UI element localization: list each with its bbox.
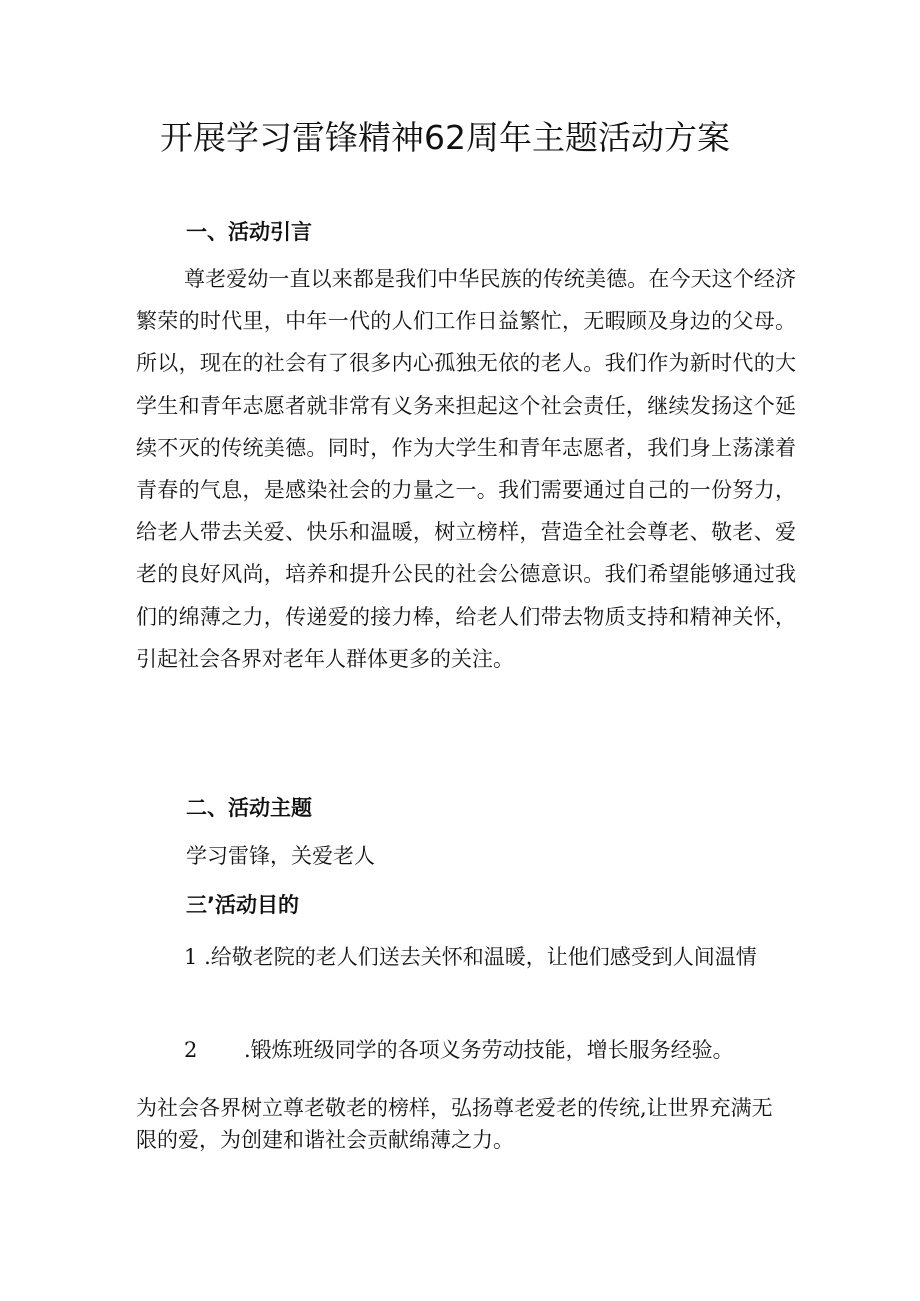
theme-text: 学习雷锋，关爱老人 xyxy=(186,844,375,868)
section-heading-intro: 一、活动引言 xyxy=(186,220,312,244)
section-heading-theme: 二、活动主题 xyxy=(186,796,312,820)
goal-item-1-text: .给敬老院的老人们送去关怀和温暖，让他们感受到人间温情 xyxy=(204,945,757,969)
document-title: 开展学习雷锋精神62周年主题活动方案 xyxy=(160,118,730,157)
goal-item-2-text: .锻炼班级同学的各项义务劳动技能，增长服务经验。 xyxy=(244,1038,734,1062)
goal-item-2-number: 2 xyxy=(184,1038,198,1062)
goal-item-1 xyxy=(136,932,801,982)
goals-closing-paragraph: 为社会各界树立尊老敬老的榜样，弘扬尊老爱老的传统,让世界充满无限的爱，为创建和谐社会贡献绵薄之力。 xyxy=(136,1096,773,1152)
intro-paragraph: 尊老爱幼一直以来都是我们中华民族的传统美德。在今天这个经济繁荣的时代里，中年一代的人们工作日益繁忙，无暇顾及身边的父母。所以，现在的社会有了很多内心孤独无依的老人。我们作为新时代的大学生和青年志愿者就非常有义务来担起这个社会责任，继续发扬这个延续不灭的传统美德。同时，作为大学生和青年志愿者，我们身上荡漾着青春的气息，是感染社会的力量之一。我们需要通过自己的一份努力，给老人带去关爱、快乐和温暖，树立榜样，营造全社会尊老、敬老、爱老的良好风尚，培养和提升公民的社会公德意识。我们希望能够通过我们的绵薄之力，传递爱的接力棒，给老人们带去物质支持和精神关怀，引起社会各界对老年人群体更多的关注。 xyxy=(136,267,796,671)
section-heading-goals: 三’活动目的 xyxy=(186,893,299,917)
goal-item-1-number: 1 xyxy=(184,945,198,969)
goal-item-2 xyxy=(184,1030,734,1070)
